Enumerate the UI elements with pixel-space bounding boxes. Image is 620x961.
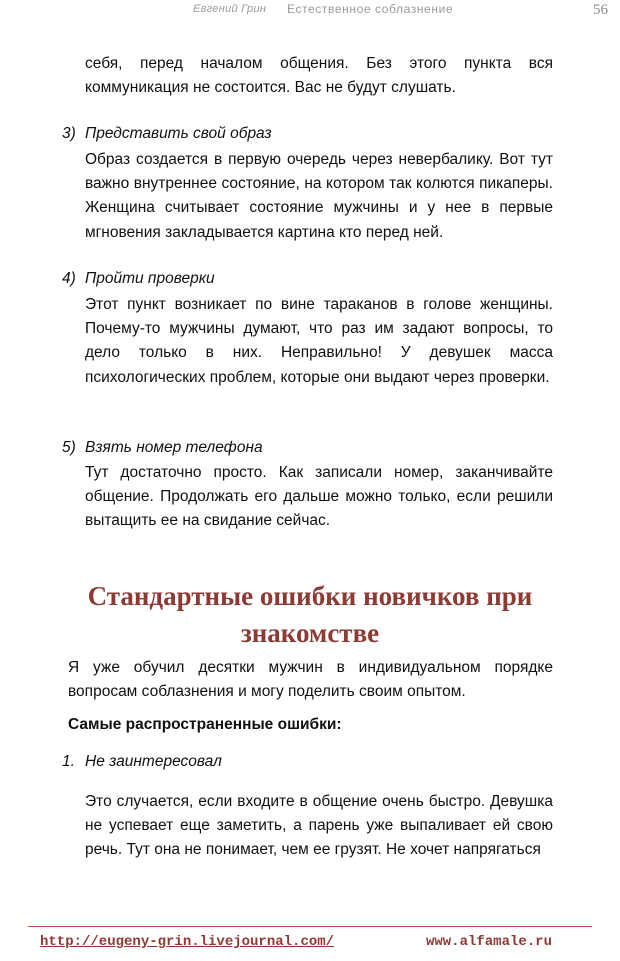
errors-label: Самые распространенные ошибки:	[68, 716, 342, 733]
error-1-title: Не заинтересовал	[85, 753, 222, 770]
item-5-number: 5)	[62, 439, 76, 456]
error-1-number: 1.	[62, 753, 75, 770]
footer-livejournal-link[interactable]: http://eugeny-grin.livejournal.com/	[40, 934, 335, 950]
item-4-title: Пройти проверки	[85, 270, 215, 287]
item-3-text: Образ создается в первую очередь через невербалику. Вот тут важно внутреннее состояние, на котором так колются пикаперы. Женщина считывает состояние мужчины и у нее в первые мгновения закладывается картина кто перед ней.	[85, 151, 553, 241]
header-author: Евгений Грин	[193, 3, 267, 15]
section-intro: Я уже обучил десятки мужчин в индивидуальном порядке вопросам соблазнения и могу поделить своим опытом.	[68, 659, 553, 701]
footer-divider	[28, 926, 592, 927]
item-4-number: 4)	[62, 270, 76, 287]
item-5-title: Взять номер телефона	[85, 439, 263, 456]
header-book-title: Естественное соблазнение	[287, 2, 454, 16]
page-header	[0, 3, 620, 21]
item-5-text: Тут достаточно просто. Как записали номер, заканчивайте общение. Продолжать его дальше можно только, если решили вытащить ее на свидание сейчас.	[85, 464, 553, 530]
item-4-text: Этот пункт возникает по вине тараканов в голове женщины. Почему-то мужчины думают, что раз им задают вопросы, то дело только в них. Неправильно! У девушек масса психологических проблем, которые они выдают через проверки.	[85, 296, 553, 386]
intro-paragraph: себя, перед началом общения. Без этого пункта вся коммуникация не состоится. Вас не будут слушать.	[85, 55, 553, 97]
item-3-title: Представить свой образ	[85, 125, 272, 142]
footer-site-link[interactable]: www.alfamale.ru	[425, 934, 552, 950]
section-heading: Стандартные ошибки новичков при знакомстве	[87, 581, 533, 648]
page-number: 56	[593, 2, 608, 18]
item-3-number: 3)	[62, 125, 76, 142]
error-1-text: Это случается, если входите в общение очень быстро. Девушка не успевает еще заметить, а парень уже выпаливает ей свою речь. Тут она не понимает, чем ее грузят. Не хочет напрягаться	[85, 793, 553, 859]
